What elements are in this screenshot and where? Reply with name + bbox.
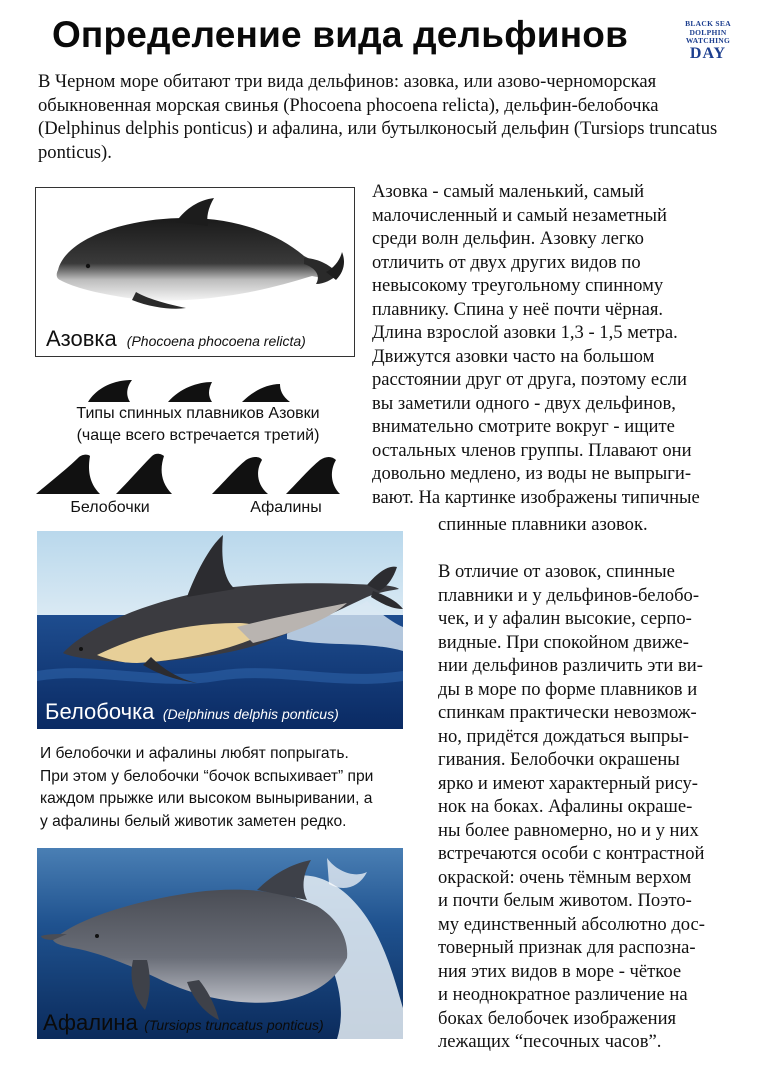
comparison-description bbox=[438, 560, 758, 1054]
jumping-note bbox=[40, 743, 420, 833]
logo-line-4: DAY bbox=[689, 44, 727, 62]
azovka-fin-3 bbox=[242, 384, 290, 402]
belobochka-name: Белобочка bbox=[45, 699, 155, 724]
azovka-text-line: Азовка - самый маленький, самый bbox=[372, 181, 645, 202]
compare-text-line: но, придётся дождаться выпры- bbox=[438, 725, 689, 747]
azovka-text-line: расстоянии друг от друга, поэтому если bbox=[372, 369, 688, 390]
compare-text-line: окраской: очень тёмным верхом bbox=[438, 866, 692, 888]
afalina-photo bbox=[37, 848, 403, 1039]
compare-text-line: чек, и у афалин высокие, серпо- bbox=[438, 608, 692, 629]
compare-text-line: и почти белым животом. Поэто- bbox=[438, 890, 692, 911]
logo-line-3: WATCHING bbox=[685, 36, 731, 45]
compare-text-line: видные. При спокойном движе- bbox=[438, 631, 689, 653]
azovka-caption bbox=[46, 326, 306, 352]
logo-line-1: BLACK SEA bbox=[685, 19, 731, 28]
jump-text-line: При этом у белобочки “бочок вспыхивает” при bbox=[40, 767, 374, 785]
compare-text-line: и неоднократное различение на bbox=[438, 984, 688, 1005]
azovka-fin-2 bbox=[168, 382, 212, 402]
azovka-latin: (Phocoena phocoena relicta) bbox=[126, 333, 306, 349]
afalina-fin-1 bbox=[212, 457, 268, 494]
azovka-text-line: среди волн дельфин. Азовку легко bbox=[372, 228, 644, 249]
azovka-text-line: Движутся азовки часто на большом bbox=[372, 345, 655, 367]
azovka-text-line: вают. На картинке изображены типичные bbox=[372, 486, 700, 508]
azovka-description bbox=[372, 180, 752, 537]
azovka-text-line: Длина взрослой азовки 1,3 - 1,5 метра. bbox=[372, 322, 678, 343]
azovka-name: Азовка bbox=[46, 326, 117, 351]
azovka-text-line: отличить от двух других видов по bbox=[372, 251, 641, 273]
azovka-text-line: плавнику. Спина у неё почти чёрная. bbox=[372, 298, 664, 320]
azovka-fin-1 bbox=[88, 380, 132, 402]
compare-text-line: гивания. Белобочки окрашены bbox=[438, 749, 680, 770]
compare-text-line: встречаются особи с контрастной bbox=[438, 843, 705, 864]
compare-text-line: ны более равномерно, но и у них bbox=[438, 819, 699, 841]
afalina-latin: (Tursiops truncatus ponticus) bbox=[144, 1017, 324, 1033]
belobochka-latin: (Delphinus delphis ponticus) bbox=[162, 706, 339, 722]
compare-text-line: боках белобочек изображения bbox=[438, 1007, 677, 1029]
azovka-illustration bbox=[35, 187, 355, 357]
azovka-text-line: невысокому треугольному спинному bbox=[372, 275, 664, 296]
azovka-fins-label-1: Типы спинных плавников Азовки bbox=[76, 405, 320, 422]
compare-text-line: В отличие от азовок, спинные bbox=[438, 561, 675, 582]
compare-text-line: ярко и имеют характерный рису- bbox=[438, 772, 698, 794]
compare-text-line: ния этих видов в море - чёткое bbox=[438, 960, 682, 982]
afaliny-fins-label: Афалины bbox=[250, 499, 322, 516]
azovka-text-line: внимательно смотрите вокруг - ищите bbox=[372, 416, 675, 437]
azovka-text-line: остальных членов группы. Плавают они bbox=[372, 439, 692, 461]
logo-line-2: DOLPHIN bbox=[689, 27, 727, 37]
afalina-name: Афалина bbox=[43, 1010, 138, 1035]
azovka-fins-label-2: (чаще всего встречается третий) bbox=[76, 427, 320, 444]
jump-text-line: И белобочки и афалины любят попрыгать. bbox=[40, 745, 349, 762]
compare-text-line: му единственный абсолютно дос- bbox=[438, 913, 706, 935]
azovka-text-line: малочисленный и самый незаметный bbox=[372, 204, 667, 226]
belobochka-fin-2 bbox=[116, 454, 172, 494]
intro-paragraph: В Черном море обитают три вида дельфинов: азовка, или азово-черноморская обыкновенная морская свинья (Phocoena phocoena relicta), дельфин-белобочка (Delphinus delphis ponticus) и афалина, или бутылконосый дельфин (Tursiops truncatus ponticus). bbox=[38, 71, 718, 163]
compare-text-line: спинкам практически невозмож- bbox=[438, 702, 697, 723]
jump-text-line: у афалины белый животик заметен редко. bbox=[40, 812, 347, 830]
belobochki-fins-label: Белобочки bbox=[70, 499, 150, 516]
jump-text-line: каждом прыжке или высоком выныривании, а bbox=[40, 790, 373, 807]
compare-text-line: лежащих “песочных часов”. bbox=[438, 1031, 662, 1052]
compare-text-line: нии дельфинов различить эти ви- bbox=[438, 655, 703, 676]
compare-text-line: товерный признак для распозна- bbox=[438, 937, 696, 958]
azovka-text-line: спинные плавники азовок. bbox=[438, 514, 648, 535]
afalina-caption bbox=[43, 1010, 324, 1036]
compare-text-line: нок на боках. Афалины окраше- bbox=[438, 796, 693, 817]
azovka-text-line: вы заметили одного - двух дельфинов, bbox=[372, 392, 676, 414]
azovka-text-line: довольно медлено, из воды не выпрыги- bbox=[372, 463, 692, 484]
compare-text-line: плавники и у дельфинов-белобо- bbox=[438, 584, 700, 606]
compare-text-line: ды в море по форме плавников и bbox=[438, 678, 698, 700]
page-title: Определение вида дельфинов bbox=[51, 14, 629, 55]
belobochka-fin-1 bbox=[36, 455, 100, 494]
event-logo bbox=[676, 20, 740, 62]
belobochka-photo bbox=[37, 531, 403, 729]
afalina-fin-2 bbox=[286, 457, 340, 494]
belobochka-caption bbox=[45, 699, 339, 725]
